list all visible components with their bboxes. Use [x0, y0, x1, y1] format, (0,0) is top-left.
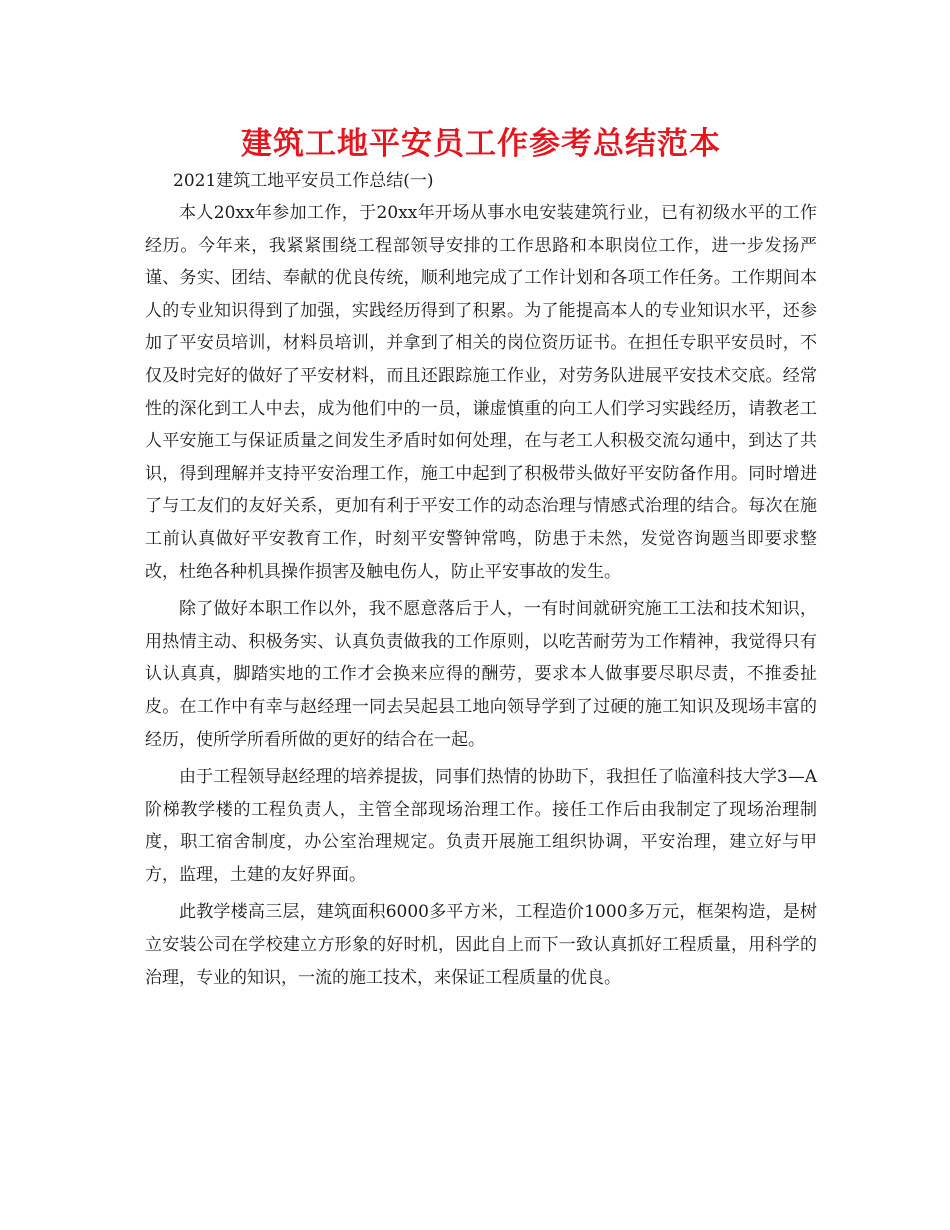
paragraph-2: 除了做好本职工作以外，我不愿意落后于人，一有时间就研究施工工法和技术知识，用热情主动、积极务实、认真负责做我的工作原则，以吃苦耐劳为工作精神，我觉得只有认认真真，脚踏实地的工作才会换来应得的酬劳，要求本人做事要尽职尽责，不推委扯皮。在工作中有幸与赵经理一同去吴起县工地向领导学到了过硬的施工知识及现场丰富的经历，使所学所看所做的更好的结合在一起。	[145, 599, 817, 750]
document-subtitle: 2021建筑工地平安员工作总结(一)	[173, 171, 434, 191]
paragraph-4: 此教学楼高三层，建筑面积6000多平方米，工程造价1000多万元，框架构造，是树立安装公司在学校建立方形象的好时机，因此自上而下一致认真抓好工程质量，用科学的治理，专业的知识，一流的施工技术，来保证工程质量的优良。	[145, 902, 817, 988]
paragraph-1: 本人20xx年参加工作，于20xx年开场从事水电安装建筑行业，已有初级水平的工作经历。今年来，我紧紧围绕工程部领导安排的工作思路和本职岗位工作，进一步发扬严谨、务实、团结、奉献的优良传统，顺利地完成了工作计划和各项工作任务。工作期间本人的专业知识得到了加强，实践经历得到了积累。为了能提高本人的专业知识水平，还参加了平安员培训，材料员培训，并拿到了相关的岗位资历证书。在担任专职平安员时，不仅及时完好的做好了平安材料，而且还跟踪施工作业，对劳务队进展平安技术交底。经常性的深化到工人中去，成为他们中的一员，谦虚慎重的向工人们学习实践经历，请教老工人平安施工与保证质量之间发生矛盾时如何处理，在与老工人积极交流勾通中，到达了共识，得到理解并支持平安治理工作，施工中起到了积极带头做好平安防备作用。同时增进了与工友们的友好关系，更加有利于平安工作的动态治理与情感式治理的结合。每次在施工前认真做好平安教育工作，时刻平安警钟常鸣，防患于未然，发觉咨询题当即要求整改，杜绝各种机具操作损害及触电伤人，防止平安事故的发生。	[145, 203, 817, 582]
document-page	[145, 0, 817, 1230]
document-title: 建筑工地平安员工作参考总结范本	[241, 126, 721, 162]
document-body	[145, 197, 817, 999]
paragraph-3: 由于工程领导赵经理的培养提拔，同事们热情的协助下，我担任了临潼科技大学3—A阶梯教学楼的工程负责人，主管全部现场治理工作。接任工作后由我制定了现场治理制度，职工宿舍制度，办公室治理规定。负责开展施工组织协调，平安治理，建立好与甲方，监理，土建的友好界面。	[145, 767, 817, 885]
